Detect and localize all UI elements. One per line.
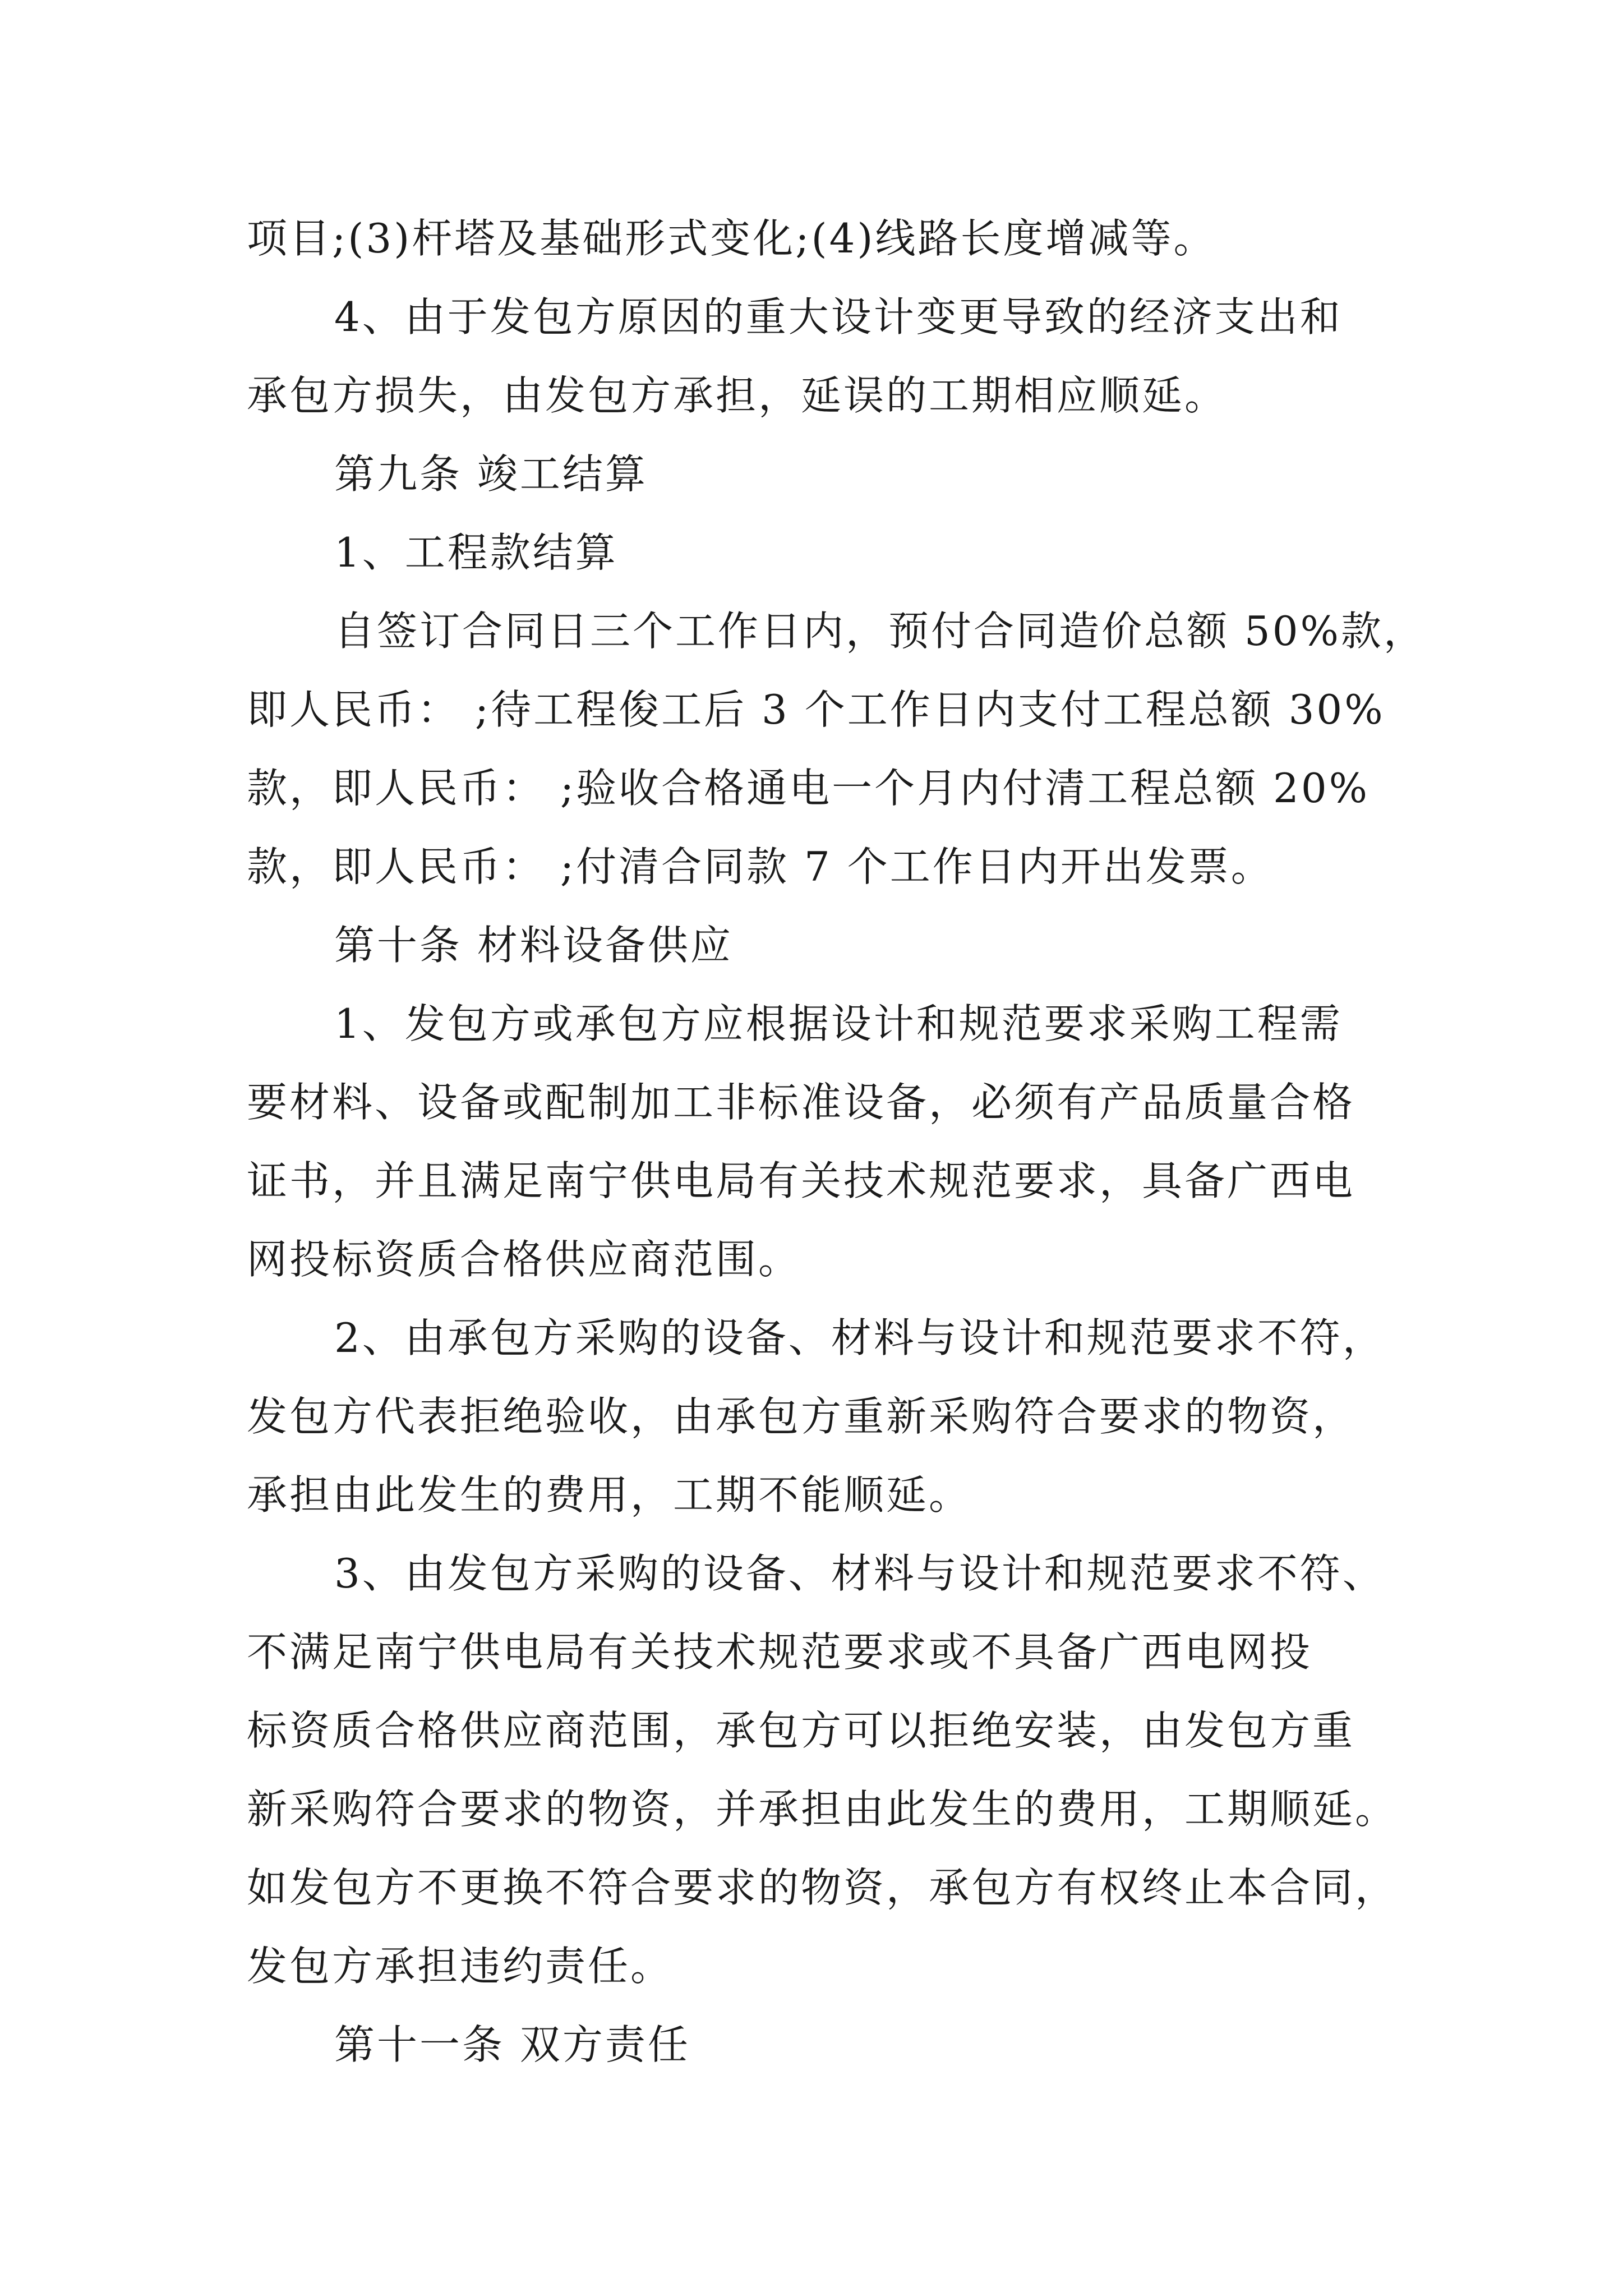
section-heading: 第九条 竣工结算 xyxy=(334,450,648,498)
text-line: 标资质合格供应商范围，承包方可以拒绝安装，由发包方重 xyxy=(247,1707,1355,1754)
text-line: 如发包方不更换不符合要求的物资，承包方有权终止本合同， xyxy=(247,1864,1398,1911)
text-line: 1、发包方或承包方应根据设计和规范要求采购工程需 xyxy=(334,1000,1343,1047)
text-line: 项目;(3)杆塔及基础形式变化;(4)线路长度增减等。 xyxy=(247,215,1216,262)
text-line: 2、由承包方采购的设备、材料与设计和规范要求不符， xyxy=(334,1314,1385,1361)
section-heading: 第十一条 双方责任 xyxy=(334,2021,690,2068)
text-line: 发包方代表拒绝验收，由承包方重新采购符合要求的物资， xyxy=(247,1393,1355,1440)
text-line: 款，即人民币： ;付清合同款 7 个工作日内开出发票。 xyxy=(247,843,1274,890)
text-line: 即人民币： ;待工程俊工后 3 个工作日内支付工程总额 30% xyxy=(247,686,1385,733)
text-line: 3、由发包方采购的设备、材料与设计和规范要求不符、 xyxy=(334,1550,1385,1597)
text-line: 自签订合同日三个工作日内，预付合同造价总额 50%款， xyxy=(334,608,1426,655)
text-line: 不满足南宁供电局有关技术规范要求或不具备广西电网投 xyxy=(247,1628,1313,1676)
text-line: 证书，并且满足南宁供电局有关技术规范要求，具备广西电 xyxy=(247,1157,1355,1204)
text-line: 款，即人民币： ;验收合格通电一个月内付清工程总额 20% xyxy=(247,765,1370,812)
text-line: 发包方承担违约责任。 xyxy=(247,1943,674,1990)
text-line: 新采购符合要求的物资，并承担由此发生的费用，工期顺延。 xyxy=(247,1786,1398,1833)
text-line: 4、由于发包方原因的重大设计变更导致的经济支出和 xyxy=(334,293,1343,341)
text-line: 承包方损失，由发包方承担，延误的工期相应顺延。 xyxy=(247,372,1228,419)
text-line: 要材料、设备或配制加工非标准设备，必须有产品质量合格 xyxy=(247,1079,1355,1126)
text-line: 网投标资质合格供应商范围。 xyxy=(247,1236,801,1283)
section-heading: 第十条 材料设备供应 xyxy=(334,922,733,969)
text-line: 承担由此发生的费用，工期不能顺延。 xyxy=(247,1471,972,1519)
subsection-heading: 1、工程款结算 xyxy=(334,529,618,576)
